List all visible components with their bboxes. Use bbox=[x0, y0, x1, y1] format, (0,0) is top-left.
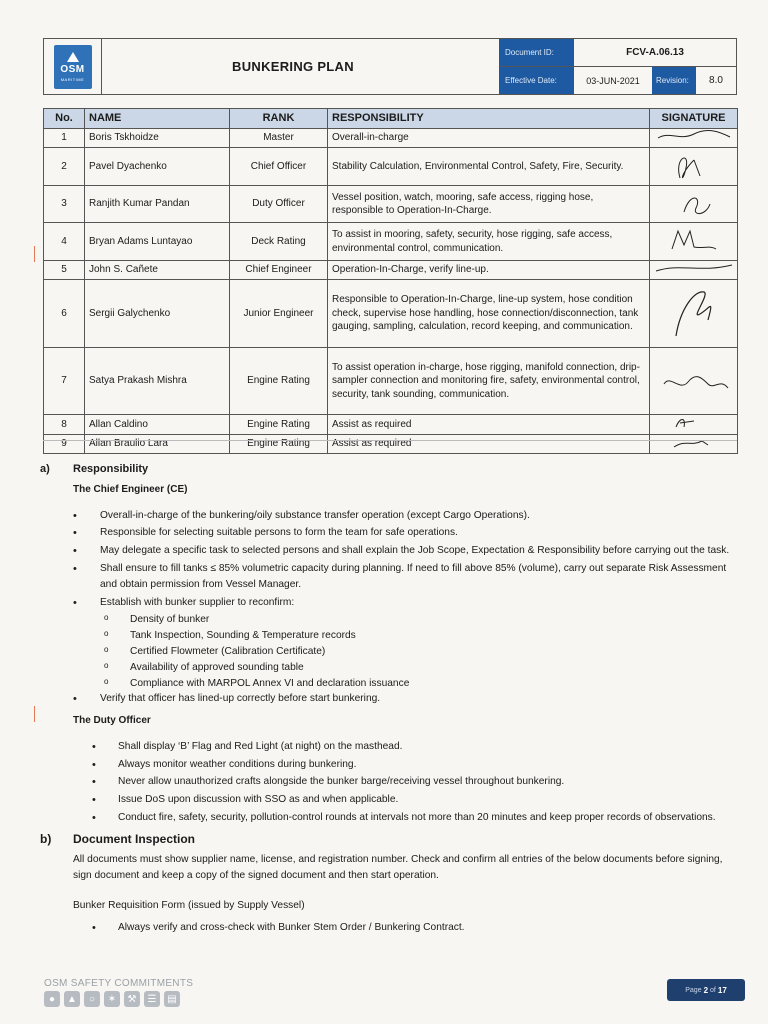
list-item: o Compliance with MARPOL Annex VI and declaration issuance bbox=[40, 676, 740, 692]
signature-cell bbox=[650, 185, 738, 223]
signature-image bbox=[650, 415, 736, 429]
signature-image bbox=[650, 129, 736, 143]
col-rank: RANK bbox=[230, 109, 328, 129]
list-item: • Establish with bunker supplier to reconfirm: bbox=[40, 595, 740, 611]
row-name: Sergii Galychenko bbox=[85, 280, 230, 348]
col-signature: SIGNATURE bbox=[650, 109, 738, 129]
row-rank: Junior Engineer bbox=[230, 280, 328, 348]
list-item: • Shall display ‘B’ Flag and Red Light (at night) on the masthead. bbox=[40, 739, 740, 755]
signature-cell bbox=[650, 434, 738, 454]
signature-image bbox=[650, 280, 736, 342]
signature-image bbox=[650, 148, 736, 180]
col-responsibility: RESPONSIBILITY bbox=[328, 109, 650, 129]
table-row bbox=[44, 280, 738, 348]
effective-date-value: 03-JUN-2021 bbox=[586, 75, 640, 86]
list-item: • Always monitor weather conditions during bunkering. bbox=[40, 757, 740, 773]
row-no: 2 bbox=[44, 148, 85, 186]
row-name: John S. Cañete bbox=[85, 260, 230, 280]
logo-subtext: MARITIME bbox=[60, 76, 85, 82]
list-item: • Verify that officer has lined-up correctly before start bunkering. bbox=[40, 691, 740, 707]
safety-commitments bbox=[44, 978, 193, 1007]
section-b-letter: b) bbox=[40, 831, 52, 846]
table-row bbox=[44, 148, 738, 186]
list-item: o Tank Inspection, Sounding & Temperature records bbox=[40, 628, 740, 644]
margin-mark bbox=[34, 246, 35, 262]
effective-date-label: Effective Date: bbox=[499, 67, 574, 94]
row-no: 3 bbox=[44, 185, 85, 223]
page-indicator bbox=[667, 979, 745, 1001]
row-rank: Engine Rating bbox=[230, 347, 328, 415]
row-no: 7 bbox=[44, 347, 85, 415]
document-id-row bbox=[499, 39, 736, 66]
section-b-title: Document Inspection bbox=[73, 831, 196, 846]
table-row bbox=[44, 128, 738, 148]
row-responsibility: To assist in mooring, safety, security, hose rigging, safe access, environmental control, communication. bbox=[328, 223, 650, 261]
section-a-letter: a) bbox=[40, 463, 50, 475]
list-item: • Issue DoS upon discussion with SSO as and when applicable. bbox=[40, 792, 740, 808]
page-of: of bbox=[710, 986, 716, 994]
revision-label: Revision: bbox=[652, 67, 696, 94]
row-name: Allan Caldino bbox=[85, 415, 230, 435]
section-a-heading bbox=[40, 461, 740, 478]
row-no: 6 bbox=[44, 280, 85, 348]
crew-table-header bbox=[44, 109, 738, 129]
signature-image bbox=[650, 348, 736, 410]
row-name: Allan Braulio Lara bbox=[85, 434, 230, 454]
supplier-reconfirm-list bbox=[40, 612, 740, 691]
document-body bbox=[40, 457, 740, 938]
revision-value: 8.0 bbox=[709, 75, 723, 87]
row-name: Satya Prakash Mishra bbox=[85, 347, 230, 415]
list-item: o Density of bunker bbox=[40, 612, 740, 628]
duty-officer-list bbox=[40, 739, 740, 826]
section-b-paragraph: All documents must show supplier name, license, and registration number. Check and confirm all entries of the below documents before signing, sign document and keep a copy of the signed document and then start operation. bbox=[73, 854, 723, 882]
table-row bbox=[44, 260, 738, 280]
row-name: Bryan Adams Luntayao bbox=[85, 223, 230, 261]
list-item: • Overall-in-charge of the bunkering/oily substance transfer operation (except Cargo Operations). bbox=[40, 508, 740, 524]
section-b-heading bbox=[40, 830, 740, 849]
signature-image bbox=[650, 435, 736, 449]
row-rank: Duty Officer bbox=[230, 185, 328, 223]
osm-logo bbox=[54, 45, 92, 89]
duty-officer-heading: The Duty Officer bbox=[73, 715, 151, 727]
safety-commitments-title: OSM SAFETY COMMITMENTS bbox=[44, 978, 194, 989]
safety-icons bbox=[44, 991, 193, 1007]
row-responsibility: Operation-In-Charge, verify line-up. bbox=[328, 260, 650, 280]
row-responsibility: Stability Calculation, Environmental Control, Safety, Fire, Security. bbox=[328, 148, 650, 186]
signature-cell bbox=[650, 260, 738, 280]
row-name: Pavel Dyachenko bbox=[85, 148, 230, 186]
table-row bbox=[44, 223, 738, 261]
row-rank: Master bbox=[230, 128, 328, 148]
list-item: o Certified Flowmeter (Calibration Certificate) bbox=[40, 644, 740, 660]
signature-image bbox=[650, 261, 736, 275]
document-id-value: FCV-A.06.13 bbox=[626, 47, 684, 59]
row-rank: Engine Rating bbox=[230, 415, 328, 435]
lock-icon: ● bbox=[44, 991, 60, 1007]
signature-image bbox=[650, 223, 736, 255]
row-no: 1 bbox=[44, 128, 85, 148]
row-responsibility: Assist as required bbox=[328, 434, 650, 454]
logo-triangle-icon bbox=[67, 52, 79, 62]
document-meta bbox=[499, 39, 736, 94]
row-name: Boris Tskhoidze bbox=[85, 128, 230, 148]
row-rank: Chief Officer bbox=[230, 148, 328, 186]
col-name: NAME bbox=[85, 109, 230, 129]
table-row bbox=[44, 347, 738, 415]
list-item: • Always verify and cross-check with Bunker Stem Order / Bunkering Contract. bbox=[40, 920, 740, 936]
list-item: • May delegate a specific task to selected persons and shall explain the Job Scope, Expectation & Responsibility before carrying out the task. bbox=[40, 543, 740, 559]
chief-engineer-list-end bbox=[40, 691, 740, 707]
row-name: Ranjith Kumar Pandan bbox=[85, 185, 230, 223]
globe-icon: ○ bbox=[84, 991, 100, 1007]
page-number: 2 bbox=[703, 985, 709, 995]
row-no: 4 bbox=[44, 223, 85, 261]
row-responsibility: Assist as required bbox=[328, 415, 650, 435]
row-rank: Chief Engineer bbox=[230, 260, 328, 280]
row-responsibility: Vessel position, watch, mooring, safe access, rigging hose, responsible to Operation-In-Charge. bbox=[328, 185, 650, 223]
tools-icon: ⚒ bbox=[124, 991, 140, 1007]
list-item: • Conduct fire, safety, security, pollution-control rounds at intervals not more than 20 minutes and keep proper records of observations. bbox=[40, 810, 740, 826]
row-no: 9 bbox=[44, 434, 85, 454]
document-icon: ▤ bbox=[164, 991, 180, 1007]
row-no: 5 bbox=[44, 260, 85, 280]
list-item: o Availability of approved sounding table bbox=[40, 660, 740, 676]
row-rank: Engine Rating bbox=[230, 434, 328, 454]
signature-cell bbox=[650, 128, 738, 148]
signature-cell bbox=[650, 347, 738, 415]
bunker-requisition-list bbox=[40, 920, 740, 936]
chief-engineer-list bbox=[40, 508, 740, 611]
page-total: 17 bbox=[717, 985, 727, 995]
helmet-icon: ▲ bbox=[64, 991, 80, 1007]
document-id-label: Document ID: bbox=[499, 39, 574, 66]
row-responsibility: To assist operation in-charge, hose rigging, manifold connection, drip-sampler connection and monitoring fire, safety, environmental control, security, tank sounding, communication. bbox=[328, 347, 650, 415]
list-item: • Never allow unauthorized crafts alongside the bunker barge/receiving vessel throughout bunkering. bbox=[40, 774, 740, 790]
table-row bbox=[44, 415, 738, 435]
bunker-requisition-heading: Bunker Requisition Form (issued by Supply Vessel) bbox=[73, 900, 305, 912]
page-prefix: Page bbox=[685, 986, 702, 994]
row-no: 8 bbox=[44, 415, 85, 435]
section-a-title: Responsibility bbox=[73, 463, 149, 475]
document-header bbox=[43, 38, 737, 95]
col-no: No. bbox=[44, 109, 85, 129]
row-responsibility: Responsible to Operation-In-Charge, line-up system, hose condition check, supervise hose handling, hose connection/disconnection, tank gauging, sampling, calculation, record keeping, and communication. bbox=[328, 280, 650, 348]
signature-image bbox=[650, 186, 736, 218]
logo-text: OSM bbox=[60, 63, 85, 75]
signature-cell bbox=[650, 415, 738, 435]
crew-table bbox=[43, 108, 738, 454]
signature-cell bbox=[650, 148, 738, 186]
logo-cell bbox=[44, 39, 102, 94]
effective-date-row bbox=[499, 66, 736, 94]
signature-cell bbox=[650, 280, 738, 348]
section-divider bbox=[43, 440, 737, 441]
list-item: • Responsible for selecting suitable persons to form the team for safe operations. bbox=[40, 525, 740, 541]
checklist-icon: ☰ bbox=[144, 991, 160, 1007]
row-responsibility: Overall-in-charge bbox=[328, 128, 650, 148]
signature-cell bbox=[650, 223, 738, 261]
table-row bbox=[44, 434, 738, 454]
list-item: • Shall ensure to fill tanks ≤ 85% volumetric capacity during planning. If need to fill above 85% (volume), carry out separate Risk Assessment and obtain permission from Vessel Manager. bbox=[40, 561, 740, 593]
row-rank: Deck Rating bbox=[230, 223, 328, 261]
document-title: BUNKERING PLAN bbox=[232, 59, 354, 74]
table-row bbox=[44, 185, 738, 223]
wheel-icon: ✶ bbox=[104, 991, 120, 1007]
margin-mark bbox=[34, 706, 35, 722]
chief-engineer-heading: The Chief Engineer (CE) bbox=[73, 484, 188, 496]
